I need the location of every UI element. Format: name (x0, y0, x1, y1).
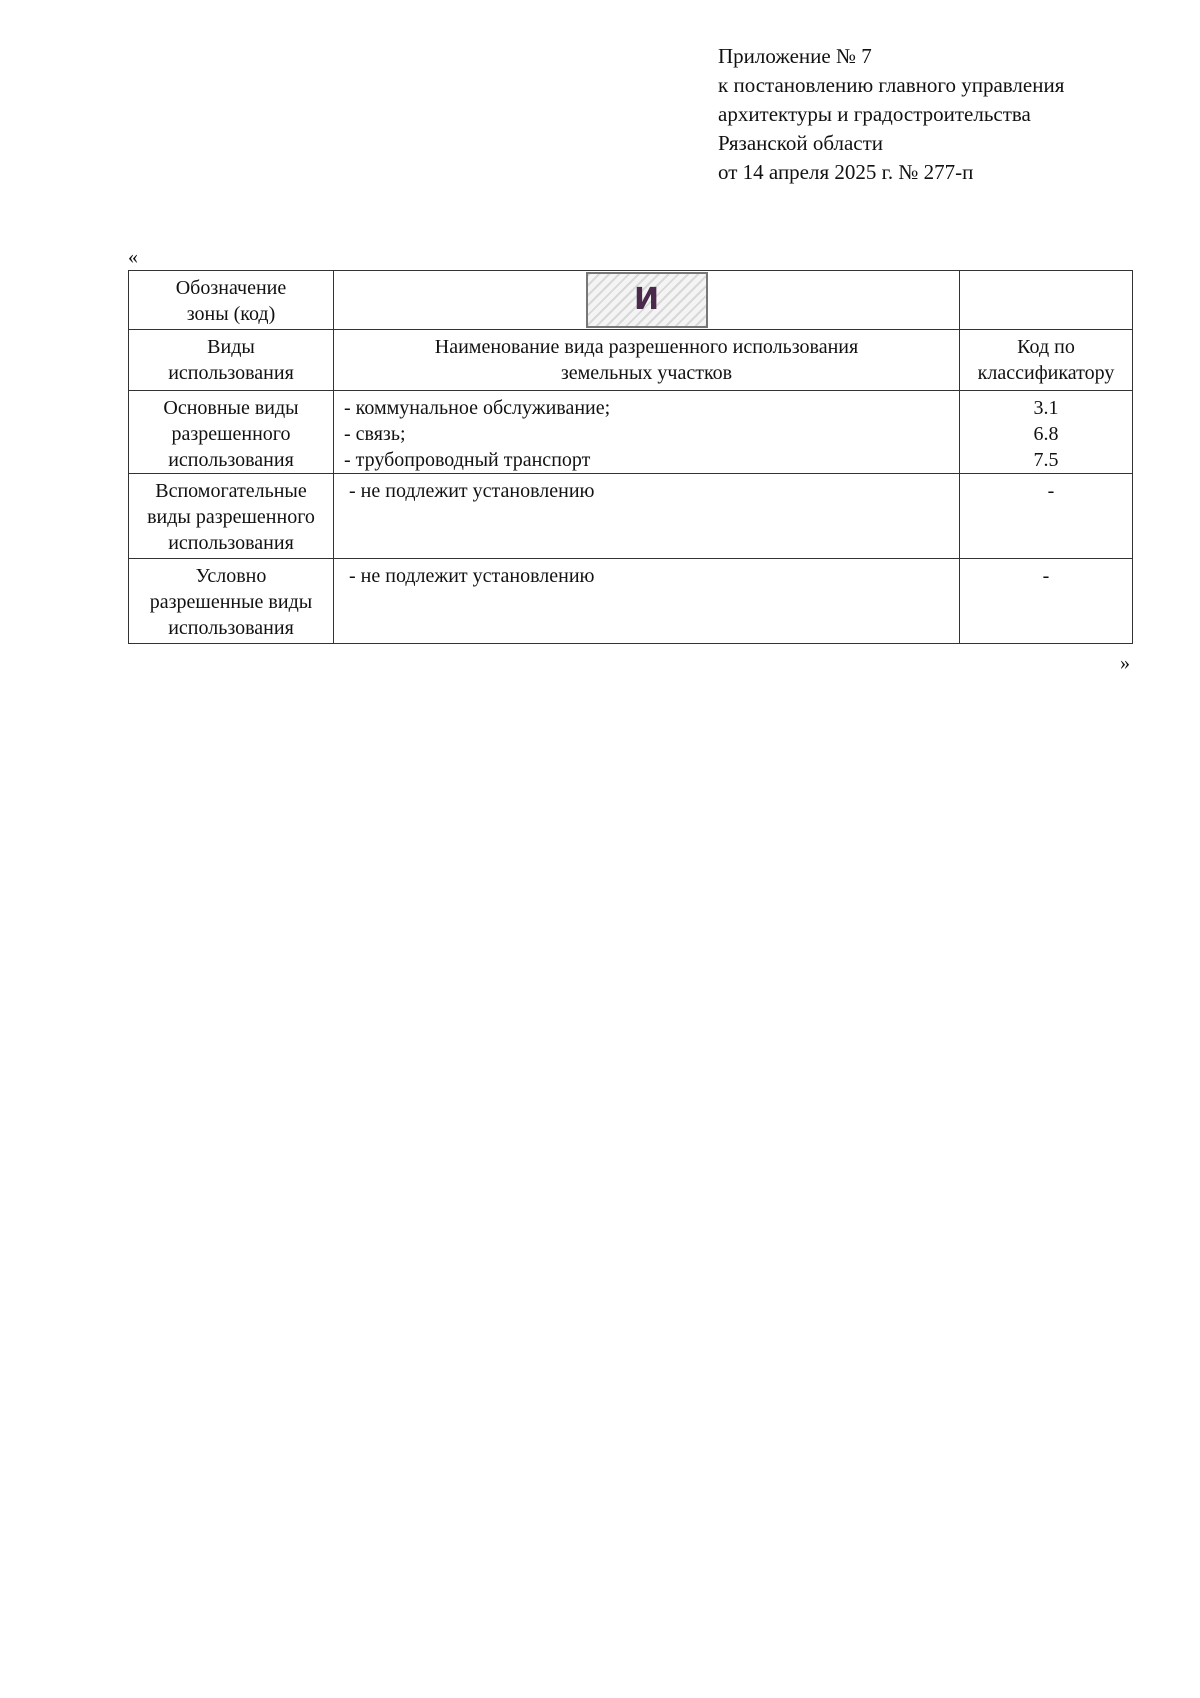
conditional-uses-code (960, 559, 1133, 644)
zone-stamp-image (586, 272, 708, 328)
row-label-line: использования (168, 449, 294, 471)
header-usage-types (129, 330, 334, 391)
classifier-code: 7.5 (1033, 449, 1059, 471)
row-label-line: Основные виды (163, 397, 299, 419)
classifier-code: - (1042, 565, 1050, 587)
row-label-line: виды разрешенного (147, 506, 315, 528)
header-line: классификатору (977, 362, 1115, 384)
header-line: использования (168, 362, 294, 384)
table-row (129, 391, 1133, 474)
auxiliary-uses-code (960, 474, 1133, 559)
row-label-line: разрешенные виды (149, 591, 313, 613)
row-label-line: Условно (195, 565, 267, 587)
zone-code-stamp-cell (334, 271, 960, 330)
conditional-uses-text (334, 559, 960, 644)
list-item: - трубопроводный транспорт (344, 449, 591, 471)
zone-table (128, 270, 1133, 644)
closing-quote: » (1120, 652, 1130, 674)
appendix-header (718, 42, 1064, 187)
row-label-conditional-uses (129, 559, 334, 644)
zone-code-label-cell (129, 271, 334, 330)
list-item: - не подлежит установлению (344, 565, 595, 587)
header-usage-name (334, 330, 960, 391)
zone-code-label-line: Обозначение (175, 277, 287, 299)
zone-code-value (960, 271, 1132, 275)
classifier-code: - (1047, 480, 1055, 502)
table-row (129, 559, 1133, 644)
header-line: Код по (1017, 336, 1075, 358)
header-line: Наименование вида разрешенного использования (434, 336, 859, 358)
list-item: - не подлежит установлению (344, 480, 595, 502)
classifier-code: 3.1 (1033, 397, 1059, 419)
table-row (129, 474, 1133, 559)
list-item: - коммунальное обслуживание; (344, 397, 611, 419)
main-uses-list (334, 391, 960, 474)
opening-quote: « (128, 246, 138, 268)
header-line: земельных участков (560, 362, 733, 384)
auxiliary-uses-text (334, 474, 960, 559)
main-uses-codes (960, 391, 1133, 474)
appendix-date-line: от 14 апреля 2025 г. № 277-п (718, 160, 974, 184)
list-item: - связь; (344, 423, 406, 445)
table-header-row (129, 330, 1133, 391)
row-label-main-uses (129, 391, 334, 474)
classifier-code: 6.8 (1033, 423, 1059, 445)
row-label-line: Вспомогательные (155, 480, 307, 502)
header-line: Виды (207, 336, 255, 358)
row-label-line: использования (168, 532, 294, 554)
appendix-title: Приложение № 7 (718, 44, 872, 68)
zone-code-row (129, 271, 1133, 330)
appendix-line-3: архитектуры и градостроительства (718, 102, 1031, 126)
header-classifier-code (960, 330, 1133, 391)
row-label-line: разрешенного (171, 423, 291, 445)
zone-stamp-mark: И (633, 282, 660, 317)
appendix-line-2: к постановлению главного управления (718, 73, 1065, 97)
appendix-line-4: Рязанской области (718, 131, 884, 155)
zone-code-label-line: зоны (код) (186, 303, 276, 325)
zone-code-empty-cell (960, 271, 1133, 330)
row-label-auxiliary-uses (129, 474, 334, 559)
row-label-line: использования (168, 617, 294, 639)
